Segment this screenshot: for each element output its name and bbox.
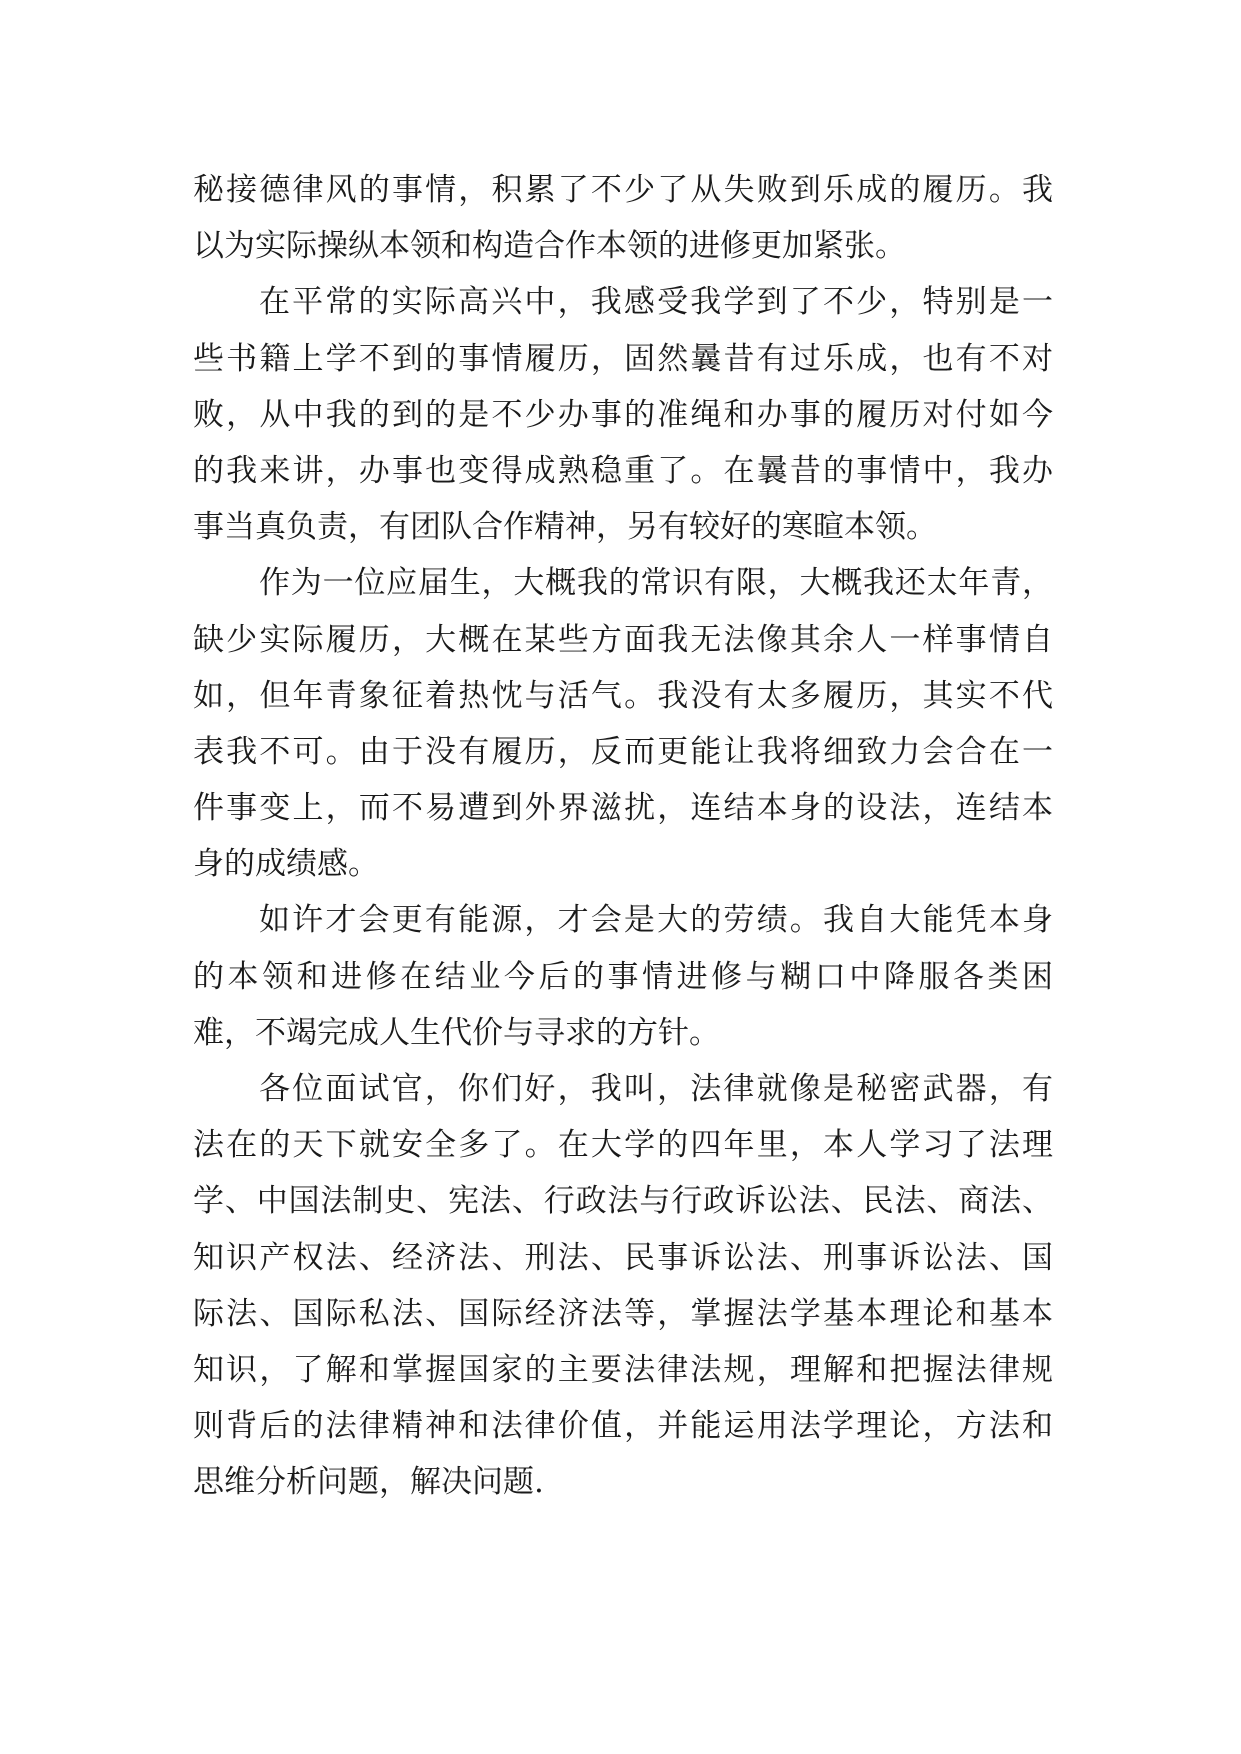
text-line: 的本领和进修在结业今后的事情进修与糊口中降服各类困 bbox=[193, 958, 1053, 995]
text-line: 秘接德律风的事情，积累了不少了从失败到乐成的履历。我 bbox=[193, 172, 1053, 208]
paragraph bbox=[193, 1061, 1053, 1511]
text-line: 如，但年青象征着热忱与活气。我没有太多履历，其实不代 bbox=[193, 677, 1053, 714]
text-line: 作为一位应届生，大概我的常识有限，大概我还太年青， bbox=[259, 565, 1053, 602]
text-line: 件事变上，而不易遭到外界滋扰，连结本身的设法，连结本 bbox=[193, 790, 1053, 827]
text-line: 法在的天下就安全多了。在大学的四年里，本人学习了法理 bbox=[193, 1127, 1053, 1164]
text-line: 如许才会更有能源，才会是大的劳绩。我自大能凭本身 bbox=[259, 902, 1053, 939]
text-line: 思维分析问题，解决问题. bbox=[193, 1464, 544, 1501]
text-line: 的我来讲，办事也变得成熟稳重了。在曩昔的事情中，我办 bbox=[193, 452, 1053, 489]
paragraph bbox=[193, 274, 1053, 555]
paragraph bbox=[193, 892, 1053, 1061]
text-line: 在平常的实际高兴中，我感受我学到了不少，特别是一 bbox=[259, 284, 1053, 321]
text-line: 难，不竭完成人生代价与寻求的方针。 bbox=[193, 1014, 720, 1051]
text-line: 表我不可。由于没有履历，反而更能让我将细致力会合在一 bbox=[193, 733, 1053, 770]
text-line: 以为实际操纵本领和构造合作本领的进修更加紧张。 bbox=[193, 228, 906, 265]
text-line: 败，从中我的到的是不少办事的准绳和办事的履历对付如今 bbox=[193, 396, 1053, 433]
text-line: 身的成绩感。 bbox=[193, 846, 379, 883]
text-line: 际法、国际私法、国际经济法等，掌握法学基本理论和基本 bbox=[193, 1295, 1053, 1332]
document-body bbox=[193, 162, 1053, 1511]
text-line: 缺少实际履历，大概在某些方面我无法像其余人一样事情自 bbox=[193, 621, 1053, 658]
text-line: 则背后的法律精神和法律价值，并能运用法学理论，方法和 bbox=[193, 1408, 1053, 1445]
paragraph bbox=[193, 162, 1053, 274]
text-line: 各位面试官，你们好，我叫，法律就像是秘密武器，有 bbox=[259, 1071, 1053, 1107]
text-line: 知识产权法、经济法、刑法、民事诉讼法、刑事诉讼法、国 bbox=[193, 1239, 1053, 1276]
text-line: 些书籍上学不到的事情履历，固然曩昔有过乐成，也有不对 bbox=[193, 340, 1053, 377]
text-line: 知识，了解和掌握国家的主要法律法规，理解和把握法律规 bbox=[193, 1351, 1053, 1388]
paragraph bbox=[193, 555, 1053, 892]
text-line: 学、中国法制史、宪法、行政法与行政诉讼法、民法、商法、 bbox=[193, 1183, 1053, 1220]
text-line: 事当真负责，有团队合作精神，另有较好的寒暄本领。 bbox=[193, 509, 937, 546]
